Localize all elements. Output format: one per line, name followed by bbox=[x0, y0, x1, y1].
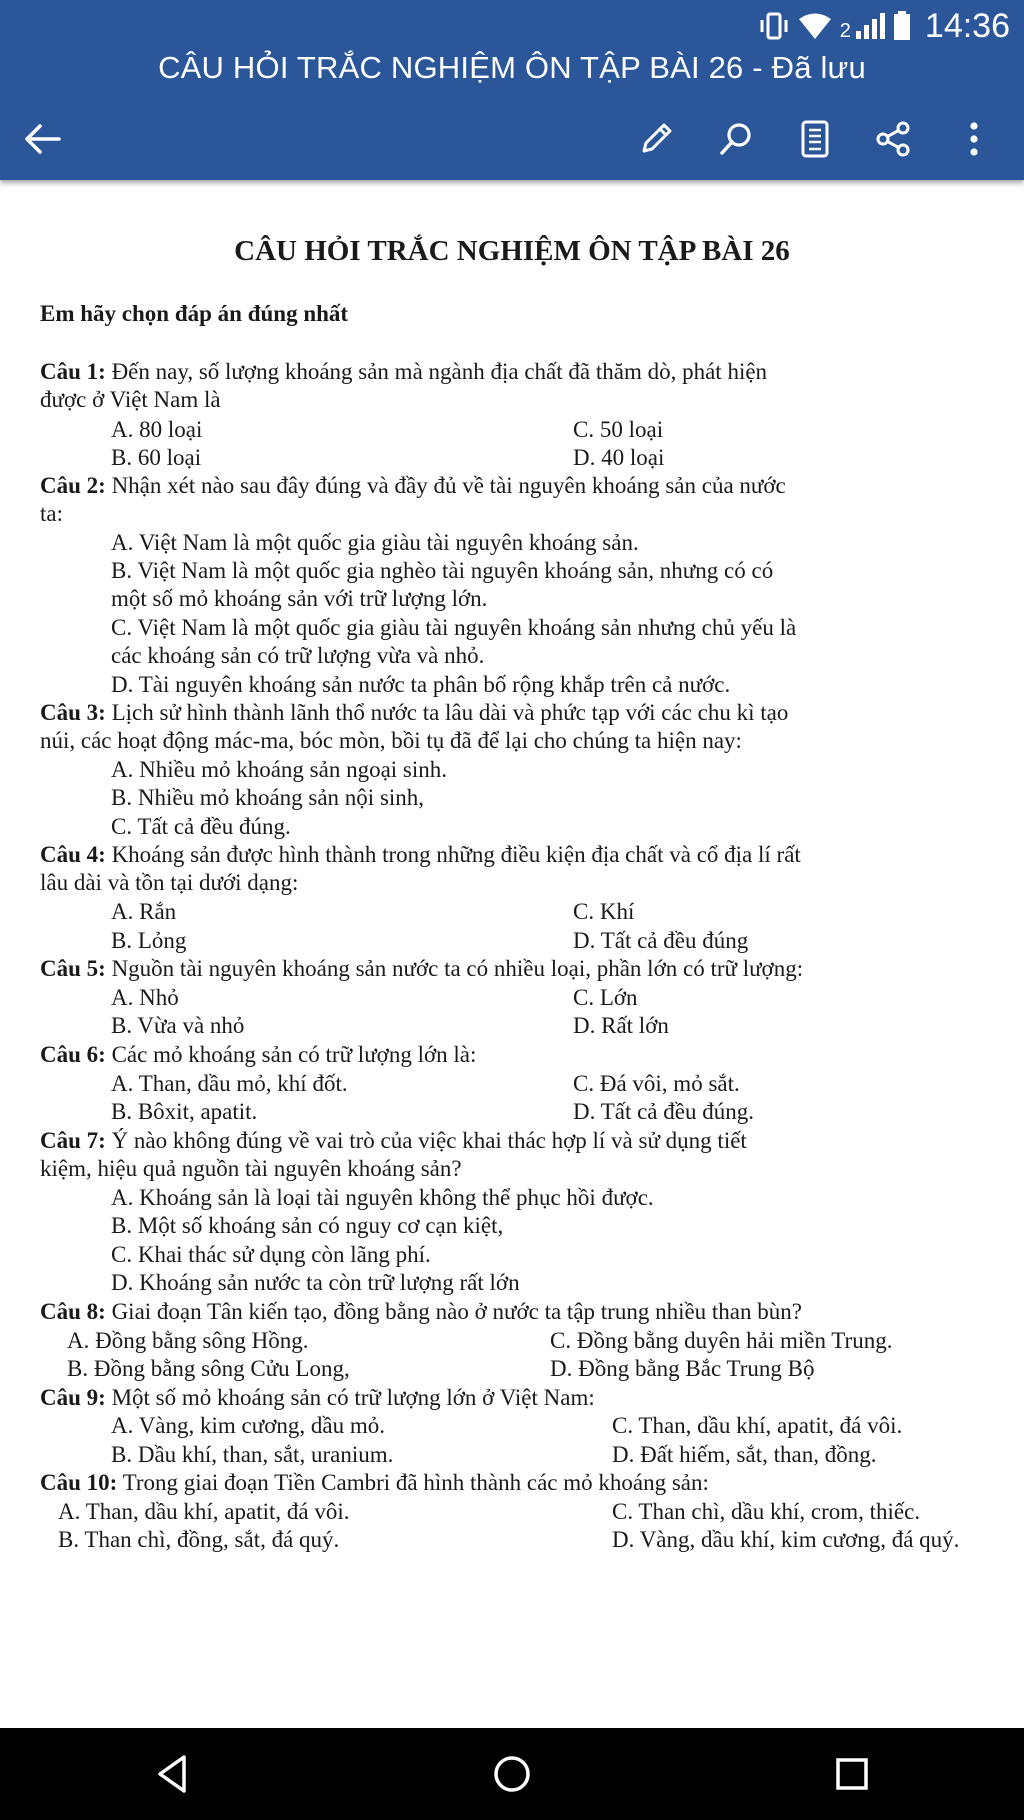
answer-option: A. Nhỏ bbox=[111, 985, 179, 1010]
question-text: Ý nào không đúng về vai trò của việc khai thác hợp lí và sử dụng tiết bbox=[111, 1128, 747, 1153]
back-arrow-icon bbox=[23, 121, 63, 157]
more-menu-icon bbox=[968, 119, 980, 159]
app-bar bbox=[0, 0, 1024, 180]
question-label: Câu 1: bbox=[40, 359, 106, 384]
answer-option: B. Lỏng bbox=[111, 928, 187, 953]
answer-option: C. Đá vôi, mỏ sắt. bbox=[573, 1071, 740, 1096]
answer-option: B. 60 loại bbox=[111, 445, 202, 470]
more-options-button[interactable] bbox=[948, 113, 1000, 165]
question-text: Khoáng sản được hình thành trong những điều kiện địa chất và cổ địa lí rất bbox=[111, 842, 801, 867]
answer-option: B. Việt Nam là một quốc gia nghèo tài nguyên khoáng sản, nhưng có có bbox=[111, 558, 774, 583]
answer-option: C. Tất cả đều đúng. bbox=[111, 814, 291, 839]
answer-option: C. Khí bbox=[573, 899, 635, 924]
reading-view-button[interactable] bbox=[789, 113, 841, 165]
answer-option: A. Khoáng sản là loại tài nguyên không thể phục hồi được. bbox=[111, 1185, 654, 1210]
nav-recents-button[interactable] bbox=[824, 1746, 880, 1802]
question-text: Một số mỏ khoáng sản có trữ lượng lớn ở Việt Nam: bbox=[111, 1385, 595, 1410]
recents-square-icon bbox=[832, 1754, 872, 1794]
question-6-line-1 bbox=[40, 1041, 476, 1069]
answer-option: A. 80 loại bbox=[111, 417, 203, 442]
question-label: Câu 2: bbox=[40, 473, 106, 498]
question-10-line-1 bbox=[40, 1469, 709, 1497]
question-1-line-2: được ở Việt Nam là bbox=[40, 387, 221, 412]
wifi-icon bbox=[798, 12, 832, 40]
answer-option: B. Vừa và nhỏ bbox=[111, 1013, 245, 1038]
answer-option: D. Tất cả đều đúng. bbox=[573, 1099, 754, 1124]
question-4-line-1 bbox=[40, 841, 801, 869]
document-heading: CÂU HỎI TRẮC NGHIỆM ÔN TẬP BÀI 26 bbox=[234, 235, 790, 267]
question-7-line-2: kiệm, hiệu quả nguồn tài nguyên khoáng sản? bbox=[40, 1156, 462, 1181]
answer-option-continued: các khoáng sản có trữ lượng vừa và nhỏ. bbox=[111, 643, 485, 668]
vibrate-icon bbox=[758, 11, 790, 41]
edit-button[interactable] bbox=[630, 113, 682, 165]
back-button[interactable] bbox=[17, 113, 69, 165]
answer-option: D. Đất hiếm, sắt, than, đồng. bbox=[612, 1442, 877, 1467]
question-text: Nhận xét nào sau đây đúng và đầy đủ về tài nguyên khoáng sản của nước bbox=[111, 473, 786, 498]
answer-option: C. Khai thác sử dụng còn lãng phí. bbox=[111, 1242, 431, 1267]
signal-icon bbox=[855, 12, 885, 40]
answer-option: A. Nhiều mỏ khoáng sản ngoại sinh. bbox=[111, 757, 448, 782]
question-7-line-1 bbox=[40, 1127, 747, 1155]
question-text: Nguồn tài nguyên khoáng sản nước ta có nhiều loại, phần lớn có trữ lượng: bbox=[111, 956, 804, 981]
answer-option: B. Đồng bằng sông Cửu Long, bbox=[67, 1356, 350, 1381]
question-9-line-1 bbox=[40, 1384, 595, 1412]
question-text: Lịch sử hình thành lãnh thổ nước ta lâu dài và phức tạp với các chu kì tạo bbox=[111, 700, 789, 725]
question-label: Câu 3: bbox=[40, 700, 106, 725]
share-button[interactable] bbox=[867, 113, 919, 165]
search-icon bbox=[716, 119, 756, 159]
question-label: Câu 8: bbox=[40, 1299, 106, 1324]
search-button[interactable] bbox=[710, 113, 762, 165]
question-label: Câu 4: bbox=[40, 842, 106, 867]
answer-option: C. Đồng bằng duyên hải miền Trung. bbox=[550, 1328, 893, 1353]
answer-option: D. Đồng bằng Bắc Trung Bộ bbox=[550, 1356, 815, 1381]
question-2-line-1 bbox=[40, 472, 786, 500]
question-3-line-1 bbox=[40, 699, 788, 727]
answer-option: A. Việt Nam là một quốc gia giàu tài nguyên khoáng sản. bbox=[111, 530, 639, 555]
question-text: Đến nay, số lượng khoáng sản mà ngành địa chất đã thăm dò, phát hiện bbox=[111, 359, 768, 384]
navigation-bar bbox=[0, 1728, 1024, 1820]
answer-option: A. Vàng, kim cương, dầu mỏ. bbox=[111, 1413, 385, 1438]
answer-option: C. Than chì, dầu khí, crom, thiếc. bbox=[612, 1499, 921, 1524]
status-bar bbox=[758, 6, 1010, 46]
answer-option: B. Bôxit, apatit. bbox=[111, 1099, 258, 1124]
answer-option: A. Than, dầu mỏ, khí đốt. bbox=[111, 1071, 348, 1096]
answer-option: A. Đồng bằng sông Hồng. bbox=[67, 1328, 309, 1353]
battery-icon bbox=[893, 11, 911, 41]
question-1-line-1 bbox=[40, 358, 767, 386]
instruction-text: Em hãy chọn đáp án đúng nhất bbox=[40, 301, 349, 326]
status-time: 14:36 bbox=[924, 6, 1010, 45]
question-label: Câu 5: bbox=[40, 956, 106, 981]
nav-back-button[interactable] bbox=[144, 1746, 200, 1802]
question-text: Trong giai đoạn Tiền Cambri đã hình thành các mỏ khoáng sản: bbox=[122, 1470, 709, 1495]
answer-option: D. 40 loại bbox=[573, 445, 665, 470]
answer-option: C. Than, dầu khí, apatit, đá vôi. bbox=[612, 1413, 903, 1438]
answer-option: D. Khoáng sản nước ta còn trữ lượng rất lớn bbox=[111, 1270, 520, 1295]
answer-option: D. Tài nguyên khoáng sản nước ta phân bố rộng khắp trên cả nước. bbox=[111, 672, 731, 697]
answer-option: B. Dầu khí, than, sắt, uranium. bbox=[111, 1442, 394, 1467]
back-triangle-icon bbox=[152, 1752, 192, 1796]
answer-option: A. Than, dầu khí, apatit, đá vôi. bbox=[58, 1499, 350, 1524]
sim-slot-label: 2 bbox=[839, 19, 851, 42]
question-label: Câu 6: bbox=[40, 1042, 106, 1067]
question-3-line-2: núi, các hoạt động mác-ma, bóc mòn, bồi tụ đã để lại cho chúng ta hiện nay: bbox=[40, 728, 742, 753]
question-4-line-2: lâu dài và tồn tại dưới dạng: bbox=[40, 870, 299, 895]
answer-option: D. Vàng, dầu khí, kim cương, đá quý. bbox=[612, 1527, 960, 1552]
document-page[interactable] bbox=[0, 182, 1024, 1727]
answer-option: B. Nhiều mỏ khoáng sản nội sinh, bbox=[111, 785, 425, 810]
answer-option: A. Rắn bbox=[111, 899, 177, 924]
document-title: CÂU HỎI TRẮC NGHIỆM ÔN TẬP BÀI 26 - Đã lưu bbox=[158, 50, 866, 85]
edit-pencil-icon bbox=[636, 119, 676, 159]
answer-option: B. Một số khoáng sản có nguy cơ cạn kiệt, bbox=[111, 1213, 504, 1238]
share-icon bbox=[873, 119, 913, 159]
answer-option: D. Tất cả đều đúng bbox=[573, 928, 749, 953]
answer-option: B. Than chì, đồng, sắt, đá quý. bbox=[58, 1527, 340, 1552]
question-label: Câu 10: bbox=[40, 1470, 118, 1495]
question-2-line-2: ta: bbox=[40, 501, 63, 526]
nav-home-button[interactable] bbox=[484, 1746, 540, 1802]
reading-view-icon bbox=[797, 119, 833, 159]
answer-option: C. Lớn bbox=[573, 985, 638, 1010]
question-5-line-1 bbox=[40, 955, 803, 983]
home-circle-icon bbox=[490, 1752, 534, 1796]
answer-option-continued: một số mỏ khoáng sản với trữ lượng lớn. bbox=[111, 586, 488, 611]
question-text: Giai đoạn Tân kiến tạo, đồng bằng nào ở nước ta tập trung nhiều than bùn? bbox=[111, 1299, 802, 1324]
answer-option: C. Việt Nam là một quốc gia giàu tài nguyên khoáng sản nhưng chủ yếu là bbox=[111, 615, 797, 640]
answer-option: C. 50 loại bbox=[573, 417, 664, 442]
question-text: Các mỏ khoáng sản có trữ lượng lớn là: bbox=[111, 1042, 477, 1067]
question-8-line-1 bbox=[40, 1298, 802, 1326]
question-label: Câu 9: bbox=[40, 1385, 106, 1410]
answer-option: D. Rất lớn bbox=[573, 1013, 669, 1038]
question-label: Câu 7: bbox=[40, 1128, 106, 1153]
